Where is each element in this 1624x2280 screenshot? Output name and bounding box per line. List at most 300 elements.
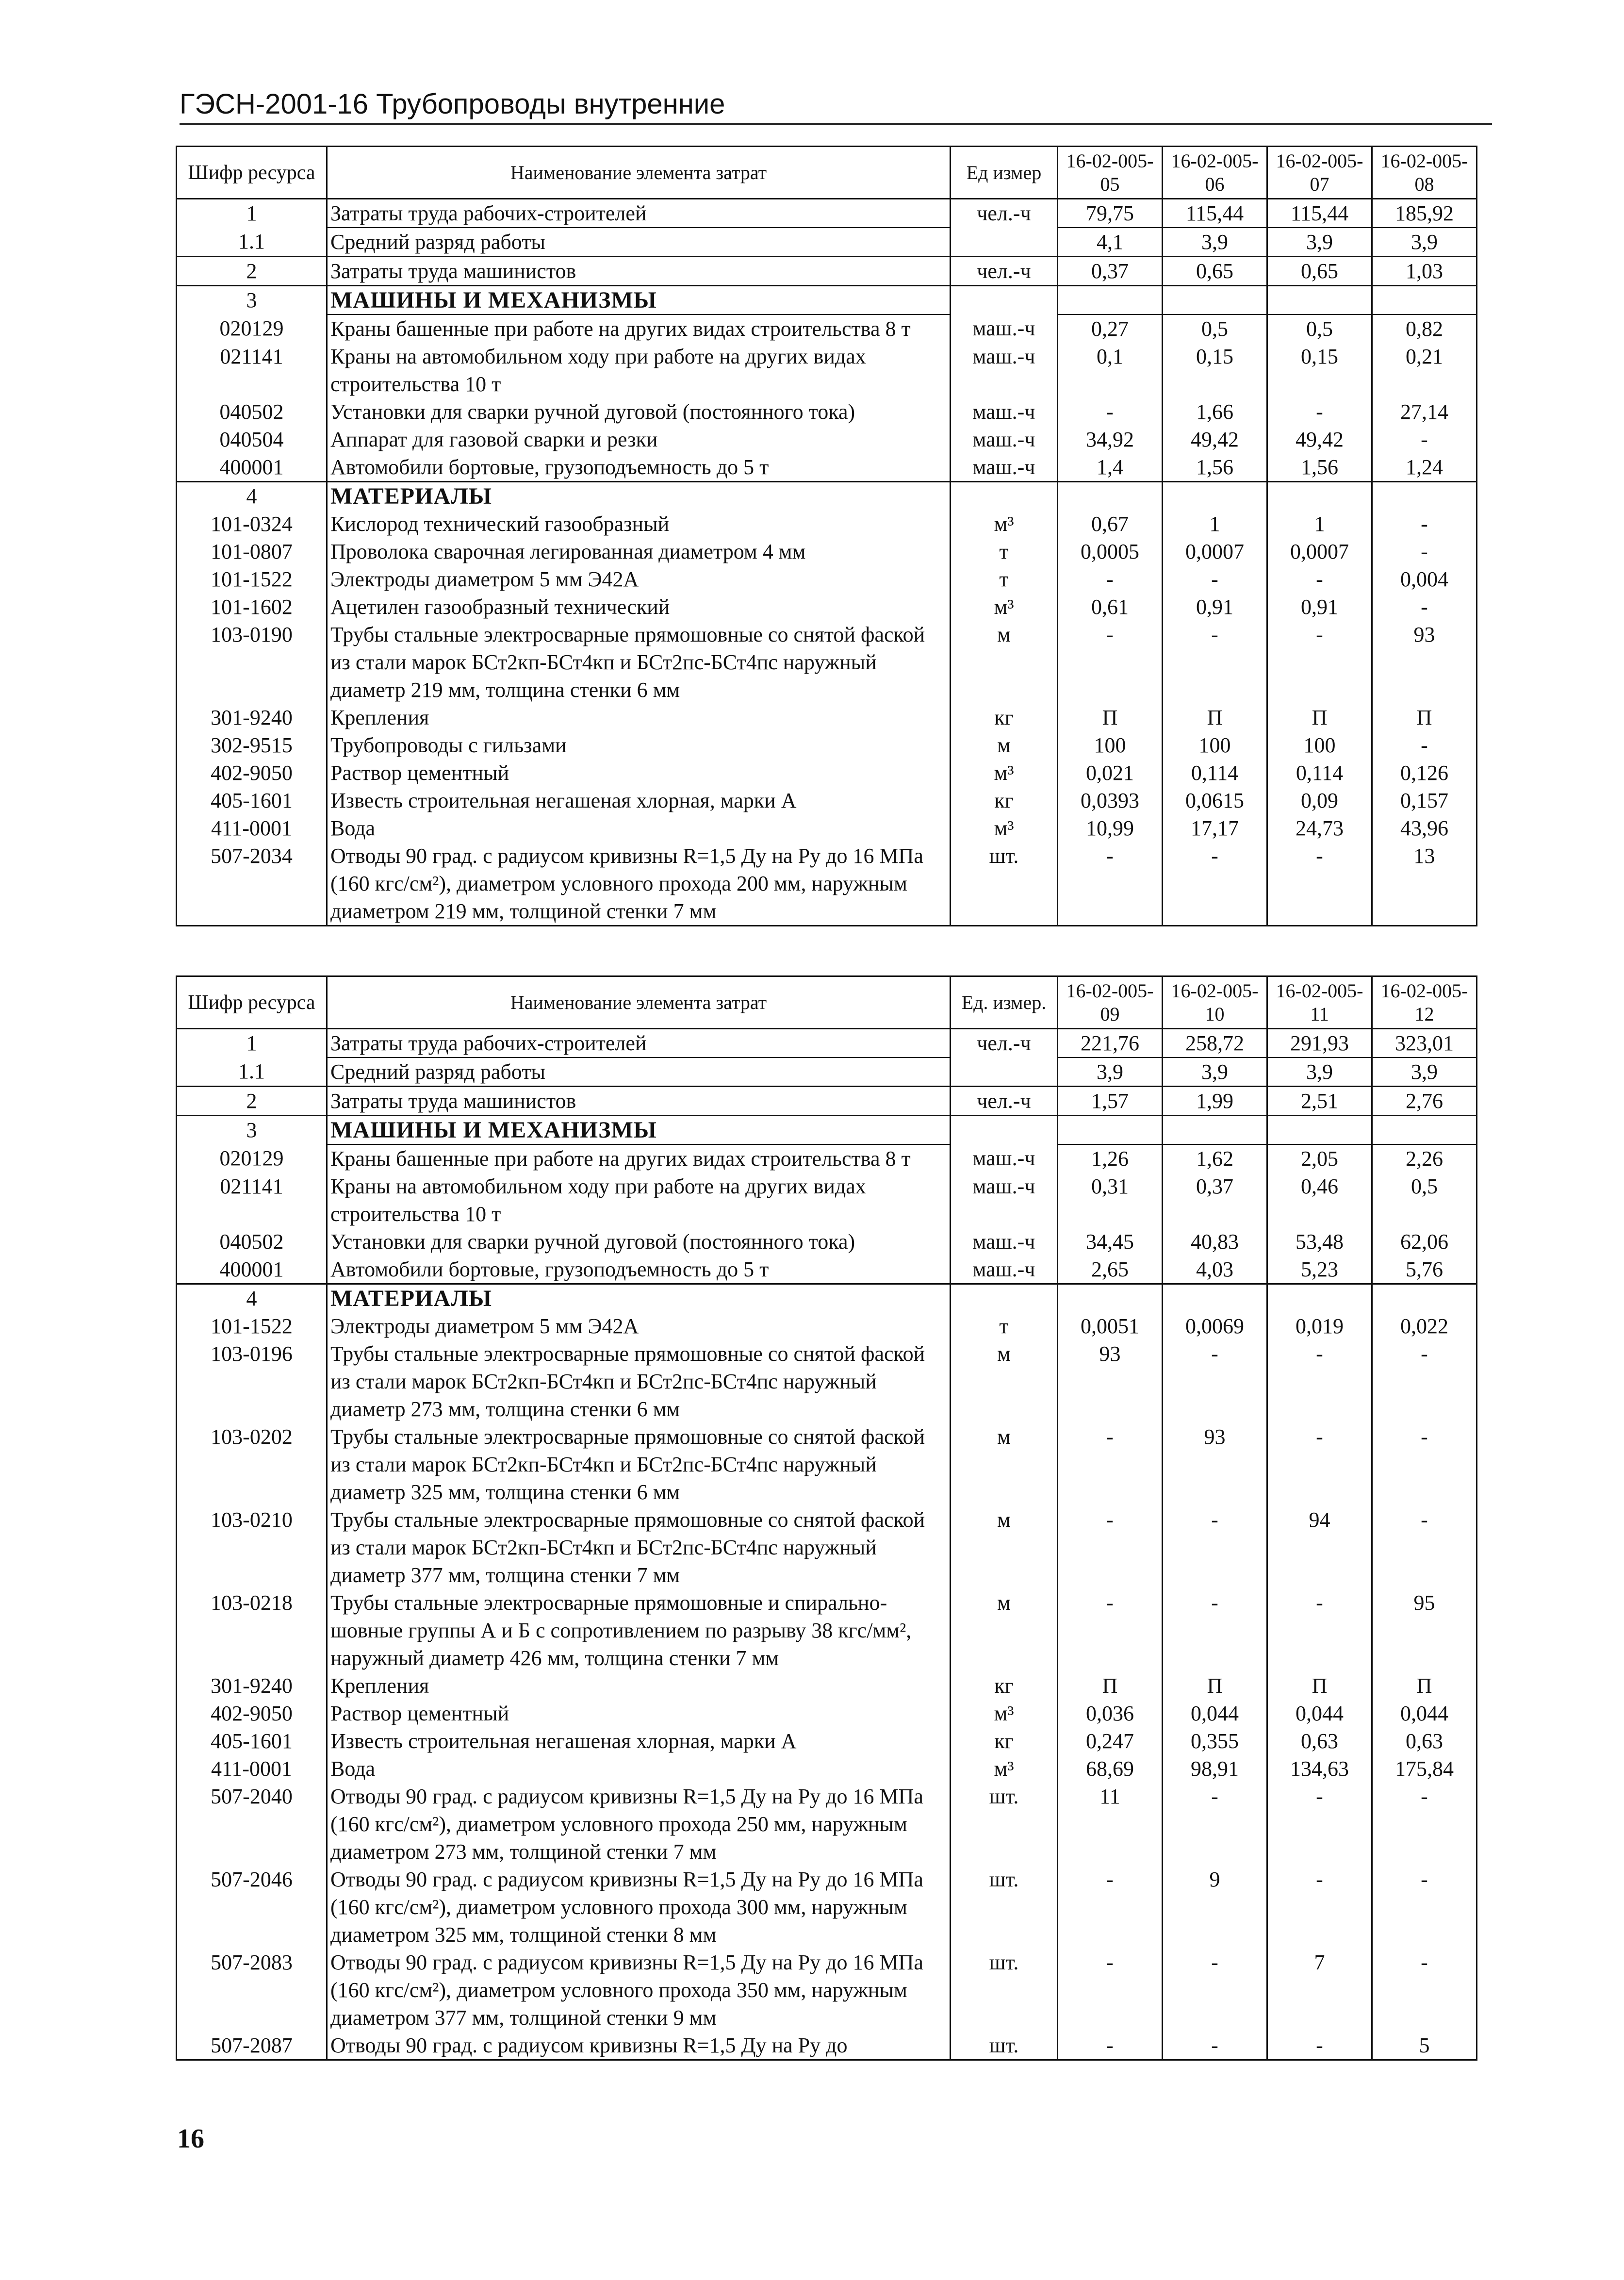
unit-of-measure: маш.-ч xyxy=(951,426,1058,453)
norm-value: 34,45 xyxy=(1058,1228,1163,1256)
norm-value: 1,4 xyxy=(1058,453,1163,482)
norm-value: - xyxy=(1267,1340,1372,1423)
norm-value: - xyxy=(1163,1783,1267,1866)
cost-element-name: Раствор цементный xyxy=(327,1700,951,1727)
table-row xyxy=(177,314,1477,343)
norm-value: 258,72 xyxy=(1163,1029,1267,1058)
norm-value: - xyxy=(1058,2032,1163,2060)
norm-value: 0,157 xyxy=(1372,787,1477,814)
resource-code: 101-1522 xyxy=(177,565,327,593)
cost-element-name: МАШИНЫ И МЕХАНИЗМЫ xyxy=(327,1116,951,1145)
norm-value: 134,63 xyxy=(1267,1755,1372,1783)
resource-code: 301-9240 xyxy=(177,704,327,731)
cost-element-name: Кислород технический газообразный xyxy=(327,510,951,538)
table-row xyxy=(177,1057,1477,1087)
norm-value: - xyxy=(1372,731,1477,759)
unit-of-measure: м xyxy=(951,731,1058,759)
norm-value: 1,62 xyxy=(1163,1144,1267,1173)
unit-of-measure: м³ xyxy=(951,593,1058,621)
resource-code: 4 xyxy=(177,1284,327,1313)
resource-code: 4 xyxy=(177,482,327,511)
norm-value: 0,5 xyxy=(1267,314,1372,343)
header-unit: Ед измер xyxy=(951,147,1058,199)
norm-value: 4,1 xyxy=(1058,228,1163,257)
resource-code: 020129 xyxy=(177,314,327,343)
norm-value: 1,56 xyxy=(1267,453,1372,482)
table-row xyxy=(177,228,1477,257)
norm-value: 95 xyxy=(1372,1589,1477,1672)
norm-value: 0,1 xyxy=(1058,343,1163,398)
header-resource-code: Шифр ресурса xyxy=(177,976,327,1029)
norm-value: 3,9 xyxy=(1267,228,1372,257)
table-row xyxy=(177,510,1477,538)
norm-value: - xyxy=(1372,1506,1477,1589)
page-header xyxy=(180,87,1492,125)
cost-element-name: Вода xyxy=(327,1755,951,1783)
unit-of-measure: м xyxy=(951,621,1058,704)
table-row xyxy=(177,1340,1477,1423)
cost-element-name: Трубы стальные электросварные прямошовные со снятой фаской из стали марок БСт2кп-БСт4кп и БСт2пс-БСт4пс наружный диаметр 377 мм, толщина стенки 7 мм xyxy=(327,1506,951,1589)
table-row xyxy=(177,1029,1477,1058)
resource-code: 103-0210 xyxy=(177,1506,327,1589)
norm-value: 3,9 xyxy=(1267,1057,1372,1087)
table-row xyxy=(177,759,1477,787)
norm-value xyxy=(1058,482,1163,511)
table-row xyxy=(177,1423,1477,1506)
norm-value: 0,91 xyxy=(1163,593,1267,621)
norm-value: 0,27 xyxy=(1058,314,1163,343)
unit-of-measure: шт. xyxy=(951,1866,1058,1949)
cost-element-name: Отводы 90 град. с радиусом кривизны R=1,5 Ду на Ру до xyxy=(327,2032,951,2060)
table-row xyxy=(177,1144,1477,1173)
norm-value: - xyxy=(1372,593,1477,621)
norm-value: П xyxy=(1163,1672,1267,1700)
norm-value: 0,114 xyxy=(1163,759,1267,787)
unit-of-measure: м xyxy=(951,1589,1058,1672)
cost-element-name: Отводы 90 град. с радиусом кривизны R=1,5 Ду на Ру до 16 МПа (160 кгс/см²), диаметром условного прохода 350 мм, наружным диаметром 377 мм, толщиной стенки 9 мм xyxy=(327,1949,951,2032)
cost-element-name: Вода xyxy=(327,814,951,842)
unit-of-measure: чел.-ч xyxy=(951,199,1058,228)
cost-element-name: Ацетилен газообразный технический xyxy=(327,593,951,621)
norm-value: - xyxy=(1058,621,1163,704)
cost-element-name: Затраты труда машинистов xyxy=(327,1087,951,1116)
norm-value: 68,69 xyxy=(1058,1755,1163,1783)
norm-value xyxy=(1267,482,1372,511)
resource-code: 507-2087 xyxy=(177,2032,327,2060)
norm-value: - xyxy=(1058,398,1163,426)
norm-value xyxy=(1267,286,1372,315)
norm-value: П xyxy=(1372,1672,1477,1700)
unit-of-measure: маш.-ч xyxy=(951,398,1058,426)
norm-value: 115,44 xyxy=(1163,199,1267,228)
norm-value: 2,51 xyxy=(1267,1087,1372,1116)
resource-code: 040504 xyxy=(177,426,327,453)
cost-element-name: МАТЕРИАЛЫ xyxy=(327,482,951,511)
table-row xyxy=(177,398,1477,426)
norm-value: П xyxy=(1267,704,1372,731)
norm-value: 0,247 xyxy=(1058,1727,1163,1755)
resource-table-2 xyxy=(176,975,1477,2061)
norm-value: 0,67 xyxy=(1058,510,1163,538)
norm-value: - xyxy=(1163,1949,1267,2032)
resource-code: 103-0202 xyxy=(177,1423,327,1506)
norm-value: - xyxy=(1163,1506,1267,1589)
norm-value xyxy=(1058,1284,1163,1313)
norm-value: 62,06 xyxy=(1372,1228,1477,1256)
norm-value: - xyxy=(1267,565,1372,593)
norm-value: 11 xyxy=(1058,1783,1163,1866)
norm-value: - xyxy=(1267,1423,1372,1506)
cost-element-name: Затраты труда машинистов xyxy=(327,257,951,286)
unit-of-measure: маш.-ч xyxy=(951,1256,1058,1284)
table-header-row xyxy=(177,147,1477,199)
norm-value xyxy=(1267,1284,1372,1313)
norm-value: 1,03 xyxy=(1372,257,1477,286)
unit-of-measure xyxy=(951,482,1058,511)
document-title: ГЭСН-2001-16 Трубопроводы внутренние xyxy=(180,88,725,120)
table-row xyxy=(177,704,1477,731)
norm-value xyxy=(1372,1116,1477,1145)
header-norm-code: 16-02-005-12 xyxy=(1372,976,1477,1029)
norm-value: 49,42 xyxy=(1163,426,1267,453)
cost-element-name: Отводы 90 град. с радиусом кривизны R=1,5 Ду на Ру до 16 МПа (160 кгс/см²), диаметром условного прохода 250 мм, наружным диаметром 273 мм, толщиной стенки 7 мм xyxy=(327,1783,951,1866)
norm-value: 1 xyxy=(1163,510,1267,538)
unit-of-measure: маш.-ч xyxy=(951,1144,1058,1173)
unit-of-measure: маш.-ч xyxy=(951,343,1058,398)
resource-code: 1 xyxy=(177,1029,327,1058)
norm-value: 0,61 xyxy=(1058,593,1163,621)
unit-of-measure: чел.-ч xyxy=(951,257,1058,286)
unit-of-measure: шт. xyxy=(951,1949,1058,2032)
norm-value: 13 xyxy=(1372,842,1477,926)
header-resource-code: Шифр ресурса xyxy=(177,147,327,199)
norm-value: 0,5 xyxy=(1163,314,1267,343)
norm-value: 0,5 xyxy=(1372,1173,1477,1228)
norm-value: 2,65 xyxy=(1058,1256,1163,1284)
norm-value: 115,44 xyxy=(1267,199,1372,228)
resource-code: 103-0218 xyxy=(177,1589,327,1672)
norm-value: 0,355 xyxy=(1163,1727,1267,1755)
norm-value: - xyxy=(1058,1423,1163,1506)
table-row xyxy=(177,1700,1477,1727)
norm-value: 221,76 xyxy=(1058,1029,1163,1058)
norm-value: 0,021 xyxy=(1058,759,1163,787)
norm-value: 2,26 xyxy=(1372,1144,1477,1173)
table-row xyxy=(177,1173,1477,1228)
norm-value: 34,92 xyxy=(1058,426,1163,453)
unit-of-measure: маш.-ч xyxy=(951,453,1058,482)
norm-value: 323,01 xyxy=(1372,1029,1477,1058)
norm-value: 1,57 xyxy=(1058,1087,1163,1116)
table-row xyxy=(177,787,1477,814)
table-row xyxy=(177,1589,1477,1672)
unit-of-measure: кг xyxy=(951,1672,1058,1700)
norm-value: 49,42 xyxy=(1267,426,1372,453)
unit-of-measure: чел.-ч xyxy=(951,1029,1058,1058)
unit-of-measure xyxy=(951,1116,1058,1145)
table-row xyxy=(177,731,1477,759)
cost-element-name: Средний разряд работы xyxy=(327,228,951,257)
unit-of-measure: шт. xyxy=(951,842,1058,926)
resource-code: 101-1522 xyxy=(177,1312,327,1340)
norm-value: - xyxy=(1163,565,1267,593)
resource-code: 400001 xyxy=(177,1256,327,1284)
cost-element-name: Краны башенные при работе на других видах строительства 8 т xyxy=(327,314,951,343)
unit-of-measure: кг xyxy=(951,1727,1058,1755)
resource-code: 040502 xyxy=(177,398,327,426)
norm-value: 9 xyxy=(1163,1866,1267,1949)
cost-element-name: Затраты труда рабочих-строителей xyxy=(327,1029,951,1058)
norm-value: 0,09 xyxy=(1267,787,1372,814)
norm-value: П xyxy=(1058,704,1163,731)
norm-value xyxy=(1372,286,1477,315)
norm-value: 0,0005 xyxy=(1058,538,1163,565)
table-row xyxy=(177,593,1477,621)
norm-value: - xyxy=(1163,621,1267,704)
unit-of-measure: маш.-ч xyxy=(951,314,1058,343)
norm-value: - xyxy=(1267,1589,1372,1672)
norm-value: - xyxy=(1267,1783,1372,1866)
norm-value: 3,9 xyxy=(1372,1057,1477,1087)
norm-value xyxy=(1372,1284,1477,1313)
norm-value: 5 xyxy=(1372,2032,1477,2060)
unit-of-measure: кг xyxy=(951,787,1058,814)
norm-value: 27,14 xyxy=(1372,398,1477,426)
norm-value: 5,76 xyxy=(1372,1256,1477,1284)
norm-value: 2,76 xyxy=(1372,1087,1477,1116)
resource-code: 021141 xyxy=(177,1173,327,1228)
norm-value xyxy=(1267,1116,1372,1145)
unit-of-measure: м³ xyxy=(951,759,1058,787)
table-row xyxy=(177,286,1477,315)
resource-code: 021141 xyxy=(177,343,327,398)
table-row xyxy=(177,426,1477,453)
cost-element-name: Трубы стальные электросварные прямошовные со снятой фаской из стали марок БСт2кп-БСт4кп и БСт2пс-БСт4пс наружный диаметр 325 мм, толщина стенки 6 мм xyxy=(327,1423,951,1506)
norm-value: 24,73 xyxy=(1267,814,1372,842)
norm-value: 0,31 xyxy=(1058,1173,1163,1228)
norm-value: 53,48 xyxy=(1267,1228,1372,1256)
resource-code: 302-9515 xyxy=(177,731,327,759)
norm-value: 100 xyxy=(1058,731,1163,759)
norm-value: 17,17 xyxy=(1163,814,1267,842)
unit-of-measure: маш.-ч xyxy=(951,1228,1058,1256)
norm-value: 0,0069 xyxy=(1163,1312,1267,1340)
norm-value: 0,21 xyxy=(1372,343,1477,398)
header-norm-code: 16-02-005-08 xyxy=(1372,147,1477,199)
resource-code: 103-0196 xyxy=(177,1340,327,1423)
norm-value: - xyxy=(1267,842,1372,926)
norm-value: - xyxy=(1267,621,1372,704)
unit-of-measure: м³ xyxy=(951,1755,1058,1783)
norm-value: - xyxy=(1372,538,1477,565)
unit-of-measure xyxy=(951,228,1058,257)
norm-value: 0,004 xyxy=(1372,565,1477,593)
resource-code: 411-0001 xyxy=(177,1755,327,1783)
norm-value: 0,82 xyxy=(1372,314,1477,343)
resource-code: 3 xyxy=(177,286,327,315)
cost-element-name: Отводы 90 град. с радиусом кривизны R=1,5 Ду на Ру до 16 МПа (160 кгс/см²), диаметром условного прохода 200 мм, наружным диаметром 219 мм, толщиной стенки 7 мм xyxy=(327,842,951,926)
norm-value: - xyxy=(1372,1783,1477,1866)
norm-value: 94 xyxy=(1267,1506,1372,1589)
norm-value: - xyxy=(1372,1423,1477,1506)
resource-code: 507-2034 xyxy=(177,842,327,926)
norm-value xyxy=(1163,286,1267,315)
resource-code: 405-1601 xyxy=(177,1727,327,1755)
table-row xyxy=(177,1949,1477,2032)
resource-code: 1.1 xyxy=(177,228,327,257)
norm-value: - xyxy=(1372,426,1477,453)
resource-code: 507-2040 xyxy=(177,1783,327,1866)
norm-value: - xyxy=(1163,842,1267,926)
unit-of-measure xyxy=(951,286,1058,315)
table-row xyxy=(177,1727,1477,1755)
unit-of-measure: м xyxy=(951,1340,1058,1423)
table-row xyxy=(177,538,1477,565)
norm-value: 0,0615 xyxy=(1163,787,1267,814)
cost-element-name: Трубы стальные электросварные прямошовные со снятой фаской из стали марок БСт2кп-БСт4кп и БСт2пс-БСт4пс наружный диаметр 273 мм, толщина стенки 6 мм xyxy=(327,1340,951,1423)
norm-value xyxy=(1163,482,1267,511)
table-row xyxy=(177,1783,1477,1866)
norm-value: 0,63 xyxy=(1372,1727,1477,1755)
norm-value: 185,92 xyxy=(1372,199,1477,228)
norm-value: 0,019 xyxy=(1267,1312,1372,1340)
table-row xyxy=(177,1866,1477,1949)
unit-of-measure: шт. xyxy=(951,2032,1058,2060)
unit-of-measure: т xyxy=(951,1312,1058,1340)
unit-of-measure: м³ xyxy=(951,814,1058,842)
norm-value: 3,9 xyxy=(1163,228,1267,257)
cost-element-name: Аппарат для газовой сварки и резки xyxy=(327,426,951,453)
cost-element-name: Крепления xyxy=(327,704,951,731)
header-norm-code: 16-02-005-11 xyxy=(1267,976,1372,1029)
cost-element-name: Трубопроводы с гильзами xyxy=(327,731,951,759)
norm-value: 100 xyxy=(1267,731,1372,759)
cost-element-name: Установки для сварки ручной дуговой (постоянного тока) xyxy=(327,1228,951,1256)
header-norm-code: 16-02-005-07 xyxy=(1267,147,1372,199)
cost-element-name: Краны на автомобильном ходу при работе на других видах строительства 10 т xyxy=(327,343,951,398)
norm-value: - xyxy=(1058,1866,1163,1949)
header-cost-element-name: Наименование элемента затрат xyxy=(327,147,951,199)
norm-value: 93 xyxy=(1372,621,1477,704)
norm-value xyxy=(1372,482,1477,511)
cost-element-name: Краны на автомобильном ходу при работе на других видах строительства 10 т xyxy=(327,1173,951,1228)
resource-code: 405-1601 xyxy=(177,787,327,814)
norm-value: 43,96 xyxy=(1372,814,1477,842)
norm-value: 98,91 xyxy=(1163,1755,1267,1783)
cost-element-name: МАТЕРИАЛЫ xyxy=(327,1284,951,1313)
norm-value: 93 xyxy=(1058,1340,1163,1423)
resource-code: 020129 xyxy=(177,1144,327,1173)
cost-element-name: Отводы 90 град. с радиусом кривизны R=1,5 Ду на Ру до 16 МПа (160 кгс/см²), диаметром условного прохода 300 мм, наружным диаметром 325 мм, толщиной стенки 8 мм xyxy=(327,1866,951,1949)
norm-value: 0,91 xyxy=(1267,593,1372,621)
norm-value: 1,99 xyxy=(1163,1087,1267,1116)
cost-element-name: Затраты труда рабочих-строителей xyxy=(327,199,951,228)
norm-value: 5,23 xyxy=(1267,1256,1372,1284)
norm-value: 0,0007 xyxy=(1163,538,1267,565)
resource-code: 301-9240 xyxy=(177,1672,327,1700)
table-row xyxy=(177,1672,1477,1700)
norm-value: 3,9 xyxy=(1163,1057,1267,1087)
unit-of-measure: т xyxy=(951,538,1058,565)
table-row xyxy=(177,482,1477,511)
cost-element-name: Установки для сварки ручной дуговой (постоянного тока) xyxy=(327,398,951,426)
page-number: 16 xyxy=(177,2124,204,2154)
norm-value: П xyxy=(1267,1672,1372,1700)
norm-value: 0,37 xyxy=(1163,1173,1267,1228)
unit-of-measure: м xyxy=(951,1506,1058,1589)
unit-of-measure: шт. xyxy=(951,1783,1058,1866)
table-row xyxy=(177,1284,1477,1313)
unit-of-measure: м³ xyxy=(951,510,1058,538)
table-row xyxy=(177,814,1477,842)
unit-of-measure: чел.-ч xyxy=(951,1087,1058,1116)
norm-value: 291,93 xyxy=(1267,1029,1372,1058)
header-norm-code: 16-02-005-10 xyxy=(1163,976,1267,1029)
norm-value: 0,15 xyxy=(1267,343,1372,398)
resource-code: 400001 xyxy=(177,453,327,482)
unit-of-measure: т xyxy=(951,565,1058,593)
resource-code: 1 xyxy=(177,199,327,228)
resource-code: 507-2083 xyxy=(177,1949,327,2032)
norm-value: 2,05 xyxy=(1267,1144,1372,1173)
resource-code: 2 xyxy=(177,257,327,286)
norm-value: 3,9 xyxy=(1058,1057,1163,1087)
norm-value: П xyxy=(1163,704,1267,731)
table-row xyxy=(177,565,1477,593)
norm-value: 1 xyxy=(1267,510,1372,538)
table-row xyxy=(177,621,1477,704)
norm-value: - xyxy=(1058,1506,1163,1589)
norm-value: 175,84 xyxy=(1372,1755,1477,1783)
header-unit: Ед. измер. xyxy=(951,976,1058,1029)
resource-code: 103-0190 xyxy=(177,621,327,704)
norm-value: 0,0393 xyxy=(1058,787,1163,814)
norm-value: 0,126 xyxy=(1372,759,1477,787)
resource-code: 1.1 xyxy=(177,1057,327,1087)
norm-value: - xyxy=(1058,1589,1163,1672)
table-row xyxy=(177,2032,1477,2060)
resource-code: 507-2046 xyxy=(177,1866,327,1949)
cost-element-name: Проволока сварочная легированная диаметром 4 мм xyxy=(327,538,951,565)
table-row xyxy=(177,257,1477,286)
header-norm-code: 16-02-005-06 xyxy=(1163,147,1267,199)
norm-value: - xyxy=(1267,1866,1372,1949)
norm-value: 0,65 xyxy=(1267,257,1372,286)
norm-value: - xyxy=(1372,1949,1477,2032)
norm-value: 0,63 xyxy=(1267,1727,1372,1755)
norm-value: 0,15 xyxy=(1163,343,1267,398)
norm-value: 4,03 xyxy=(1163,1256,1267,1284)
table-row xyxy=(177,1755,1477,1783)
cost-element-name: Трубы стальные электросварные прямошовные и спирально-шовные группы А и Б с сопротивлением по разрыву 38 кгс/мм², наружный диаметр 426 мм, толщина стенки 7 мм xyxy=(327,1589,951,1672)
norm-value: 10,99 xyxy=(1058,814,1163,842)
resource-code: 101-1602 xyxy=(177,593,327,621)
table-row xyxy=(177,1116,1477,1145)
norm-value: 0,65 xyxy=(1163,257,1267,286)
resource-code: 402-9050 xyxy=(177,759,327,787)
norm-value: 0,0051 xyxy=(1058,1312,1163,1340)
norm-value: - xyxy=(1267,398,1372,426)
resource-code: 2 xyxy=(177,1087,327,1116)
norm-value: П xyxy=(1058,1672,1163,1700)
table-row xyxy=(177,842,1477,926)
norm-value xyxy=(1058,1116,1163,1145)
norm-value: - xyxy=(1058,842,1163,926)
norm-value: 0,044 xyxy=(1267,1700,1372,1727)
table-row xyxy=(177,199,1477,228)
norm-value: 0,46 xyxy=(1267,1173,1372,1228)
cost-element-name: Раствор цементный xyxy=(327,759,951,787)
